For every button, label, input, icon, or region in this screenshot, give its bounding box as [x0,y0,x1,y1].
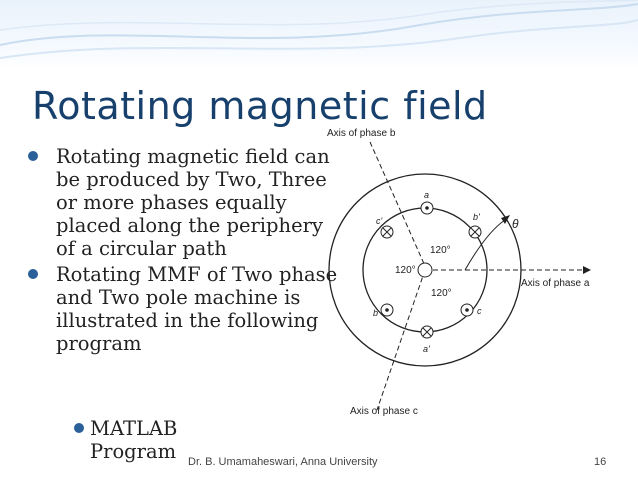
bullet-dot-icon [28,151,38,161]
svg-text:b: b [373,308,379,318]
bullet-dot-icon [74,423,84,433]
sub-bullet-line1: MATLAB [90,417,178,440]
header-banner [0,0,638,70]
conductor-a [421,190,433,214]
theta-label: θ [512,217,519,231]
axis-phase-a-label: Axis of phase a [521,278,590,289]
axis-phase-c-label: Axis of phase c [350,406,418,417]
conductor-c [461,304,482,316]
page-number: 16 [594,456,607,468]
conductor-b-prime [469,212,481,238]
bullet-text: Rotating magnetic field can be produced by Two, Three or more phases equally placed along the periphery of a circular path [56,145,330,260]
bullet-item [20,263,340,355]
slide-title: Rotating magnetic field [32,84,488,128]
angle-bottom-label: 120° [431,288,452,299]
sub-bullet-item [70,417,177,463]
svg-text:a: a [424,190,430,200]
svg-text:a': a' [423,344,430,354]
conductor-a-prime [421,326,433,354]
bullet-list [20,145,340,358]
svg-text:c': c' [376,216,383,226]
rotating-field-diagram [305,120,605,420]
bullet-dot-icon [28,269,38,279]
sub-bullet-line2: Program [90,440,177,463]
angle-left-label: 120° [395,265,416,276]
bullet-item [20,145,340,260]
slide-footer: Dr. B. Umamaheswari, Anna University [188,456,378,468]
decorative-waves [0,0,638,70]
svg-text:b': b' [473,212,480,222]
axis-phase-b-label: Axis of phase b [327,128,396,139]
bullet-text: Rotating MMF of Two phase and Two pole machine is illustrated in the following program [56,263,338,355]
svg-text:c: c [477,306,482,316]
angle-top-label: 120° [430,245,451,256]
rotor-center [418,263,432,277]
